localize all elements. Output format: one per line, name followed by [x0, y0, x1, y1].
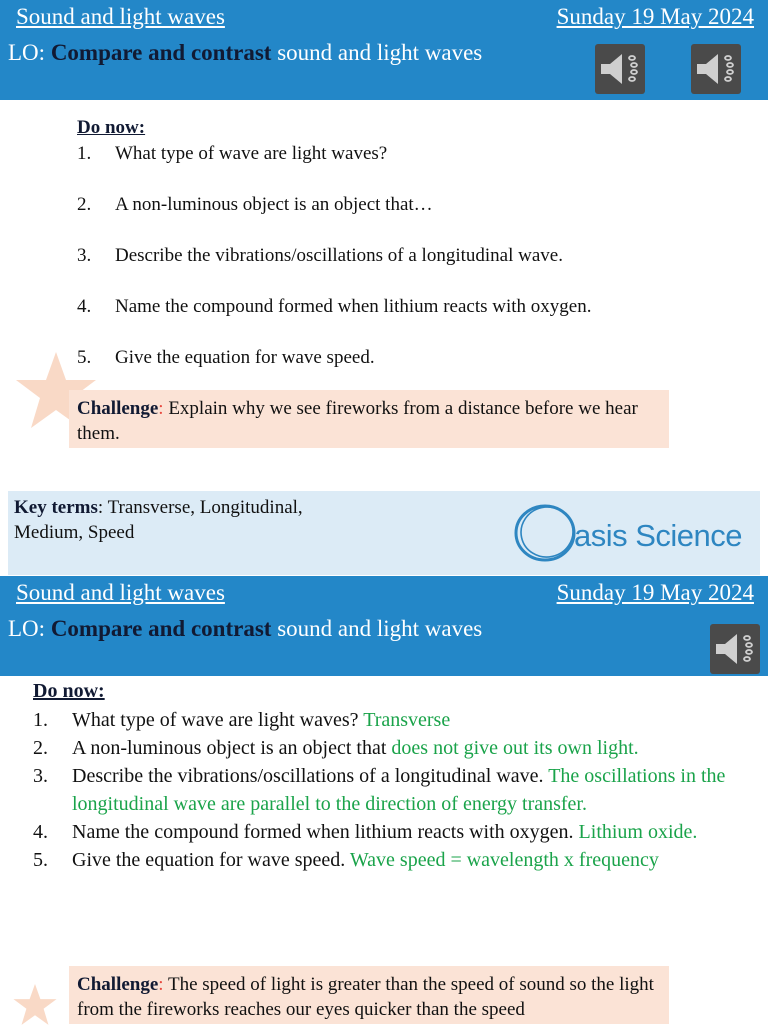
- lo-bold: Compare and contrast: [50, 616, 272, 641]
- slide-1-header: [0, 0, 768, 100]
- lo-rest: sound and light waves: [277, 616, 483, 641]
- list-item: [33, 762, 753, 818]
- do-now-title: Do now:: [33, 680, 105, 702]
- question-text: Give the equation for wave speed.: [72, 849, 346, 871]
- date-label: Sunday 19 May 2024: [556, 580, 754, 605]
- question-item: [77, 245, 563, 267]
- question-item: [77, 194, 433, 216]
- key-terms-text: [14, 495, 374, 545]
- question-text: Name the compound formed when lithium reacts with oxygen.: [72, 821, 574, 843]
- question-text: Give the equation for wave speed.: [115, 347, 375, 368]
- question-number: 4.: [33, 821, 48, 843]
- list-item: [33, 846, 753, 874]
- challenge-label: Challenge: [77, 974, 159, 995]
- answer-text: Lithium oxide.: [578, 821, 698, 843]
- lo-bold: Compare and contrast: [50, 40, 272, 65]
- lo-prefix: LO:: [8, 40, 46, 65]
- slide-2-header: [0, 576, 768, 676]
- question-number: 4.: [77, 296, 92, 317]
- challenge-text: The speed of light is greater than the speed of sound so the light from the fireworks reaches our eyes quicker than the speed: [77, 974, 654, 1020]
- question-number: 3.: [77, 245, 92, 266]
- question-text: Describe the vibrations/oscillations of a longitudinal wave.: [115, 245, 563, 266]
- question-text: Name the compound formed when lithium reacts with oxygen.: [115, 296, 592, 317]
- key-terms-list: : Transverse, Longitudinal, Medium, Speed: [14, 497, 303, 543]
- key-terms-label: Key terms: [14, 497, 98, 518]
- question-number: 1.: [33, 709, 48, 731]
- question-text: A non-luminous object is an object that: [72, 737, 387, 759]
- list-item: [33, 818, 753, 846]
- question-number: 2.: [33, 737, 48, 759]
- question-text: What type of wave are light waves?: [115, 143, 388, 164]
- lo-prefix: LO:: [8, 616, 46, 641]
- answer-text: Wave speed = wavelength x frequency: [349, 849, 659, 871]
- lo-rest: sound and light waves: [277, 40, 483, 65]
- date-label: Sunday 19 May 2024: [556, 4, 754, 29]
- oasis-logo-icon: [512, 502, 758, 566]
- speaker-icon[interactable]: [691, 44, 741, 94]
- star-icon: [12, 984, 58, 1026]
- speaker-icon[interactable]: [595, 44, 645, 94]
- challenge-text: Explain why we see fireworks from a distance before we hear them.: [77, 398, 638, 444]
- answer-text: The oscillations in the longitudinal wave are parallel to the direction of energy transfer.: [72, 765, 726, 815]
- challenge-box: [69, 390, 669, 448]
- answer-list: [33, 706, 753, 874]
- question-number: 5.: [33, 849, 48, 871]
- question-item: [77, 296, 591, 318]
- question-number: 2.: [77, 194, 92, 215]
- logo-text: asis Science: [574, 518, 743, 553]
- learning-objective: [8, 40, 482, 66]
- do-now-title: Do now:: [77, 117, 146, 138]
- question-item: [77, 347, 375, 369]
- challenge-colon: :: [158, 398, 164, 419]
- challenge-box: [69, 966, 669, 1024]
- question-text: What type of wave are light waves?: [72, 709, 359, 731]
- question-number: 1.: [77, 143, 92, 164]
- topic-title: Sound and light waves: [16, 4, 225, 29]
- challenge-colon: :: [158, 974, 164, 995]
- speaker-icon[interactable]: [710, 624, 760, 674]
- question-text: Describe the vibrations/oscillations of a longitudinal wave.: [72, 765, 544, 787]
- question-number: 5.: [77, 347, 92, 368]
- list-item: [33, 706, 753, 734]
- question-text: A non-luminous object is an object that…: [115, 194, 433, 215]
- list-item: [33, 734, 753, 762]
- challenge-label: Challenge: [77, 398, 159, 419]
- answer-text: Transverse: [363, 709, 451, 731]
- question-item: [77, 143, 387, 165]
- question-number: 3.: [33, 765, 48, 787]
- answer-text: does not give out its own light.: [391, 737, 639, 759]
- learning-objective: [8, 616, 482, 642]
- topic-title: Sound and light waves: [16, 580, 225, 605]
